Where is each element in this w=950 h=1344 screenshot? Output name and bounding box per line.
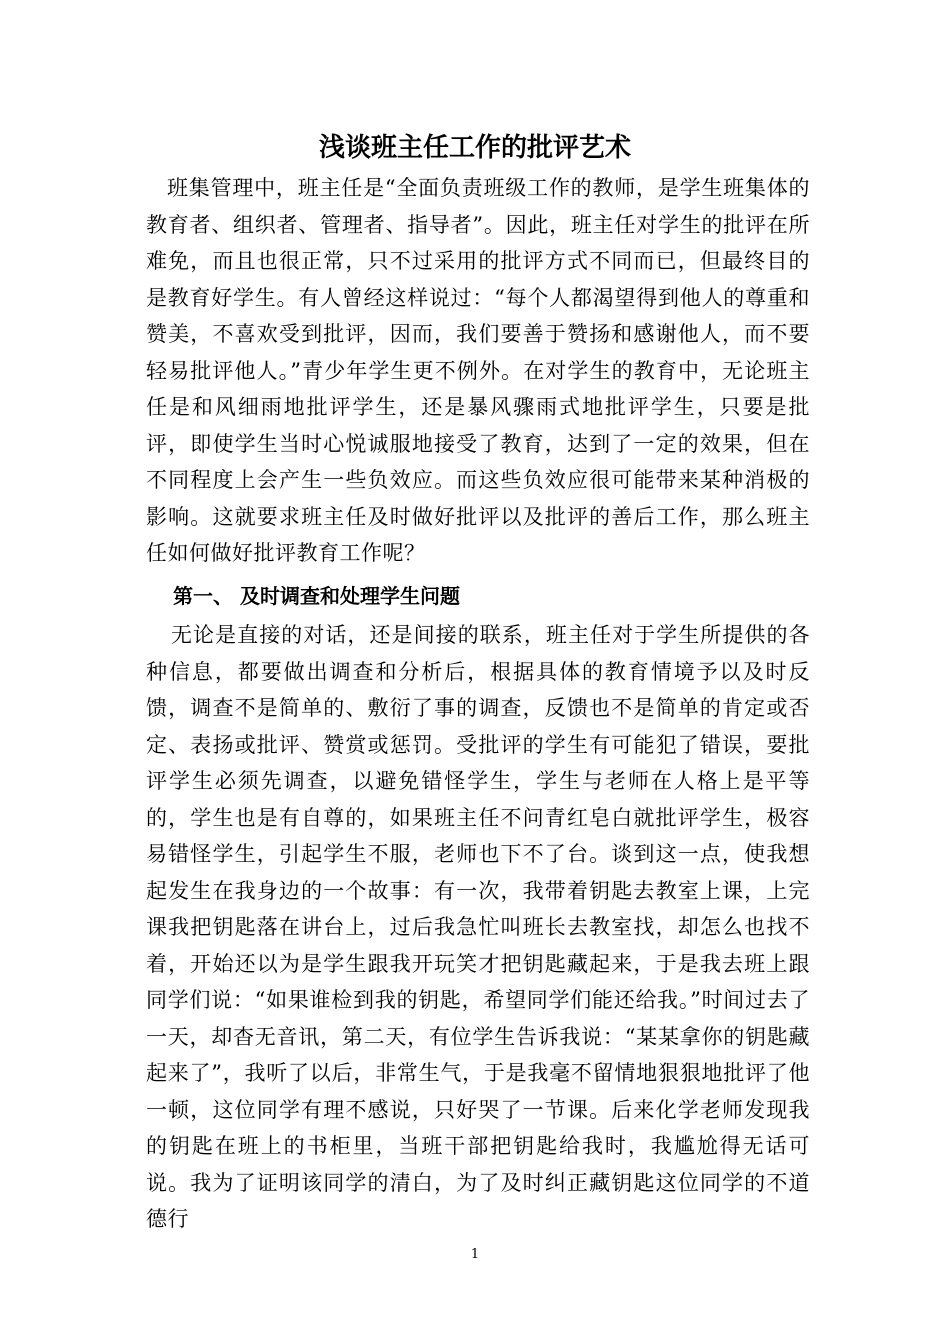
section-heading: 第一、 及时调查和处理学生问题 bbox=[173, 584, 460, 608]
document-title: 浅谈班主任工作的批评艺术 bbox=[318, 133, 631, 163]
section-paragraph: 无论是直接的对话，还是间接的联系，班主任对于学生所提供的各种信息，都要做出调查和分析后，根据具体的教育情境予以及时反馈，调查不是简单的、敷衍了事的调查，反馈也不是简单的肯定或否定、表扬或批评、赞赏或惩罚。受批评的学生有可能犯了错误，要批评学生必须先调查，以避免错怪学生，学生与老师在人格上是平等的，学生也是有自尊的，如果班主任不问青红皂白就批评学生，极容易错怪学生，引起学生不服，老师也下不了台。谈到这一点，使我想起发生在我身边的一个故事：有一次，我带着钥匙去教室上课，上完课我把钥匙落在讲台上，过后我急忙叫班长去教室找，却怎么也找不着，开始还以为是学生跟我开玩笑才把钥匙藏起来，于是我去班上跟同学们说：“如果谁检到我的钥匙，希望同学们能还给我。”时间过去了一天，却杳无音讯，第二天，有位学生告诉我说：“某某拿你的钥匙藏起来了”，我听了以后，非常生气，于是我毫不留情地狠狠地批评了他一顿，这位同学有理不感说，只好哭了一节课。后来化学老师发现我的钥匙在班上的书柜里，当班干部把钥匙给我时，我尴尬得无话可说。我为了证明该同学的清白，为了及时纠正藏钥匙这位同学的不道德行 bbox=[146, 623, 810, 1231]
intro-paragraph: 班集管理中，班主任是“全面负责班级工作的教师，是学生班集体的教育者、组织者、管理者、指导者”。因此，班主任对学生的批评在所难免，而且也很正常，只不过采用的批评方式不同而已，但最终目的是教育好学生。有人曾经这样说过：“每个人都渴望得到他人的尊重和赞美，不喜欢受到批评，因而，我们要善于赞扬和感谢他人，而不要轻易批评他人。”青少年学生更不例外。在对学生的教育中，无论班主任是和风细雨地批评学生，还是暴风骤雨式地批评学生，只要是批评，即使学生当时心悦诚服地接受了教育，达到了一定的效果，但在不同程度上会产生一些负效应。而这些负效应很可能带来某种消极的影响。这就要求班主任及时做好批评以及批评的善后工作，那么班主任如何做好批评教育工作呢？ bbox=[146, 176, 810, 565]
page-number: 1 bbox=[470, 1247, 480, 1262]
